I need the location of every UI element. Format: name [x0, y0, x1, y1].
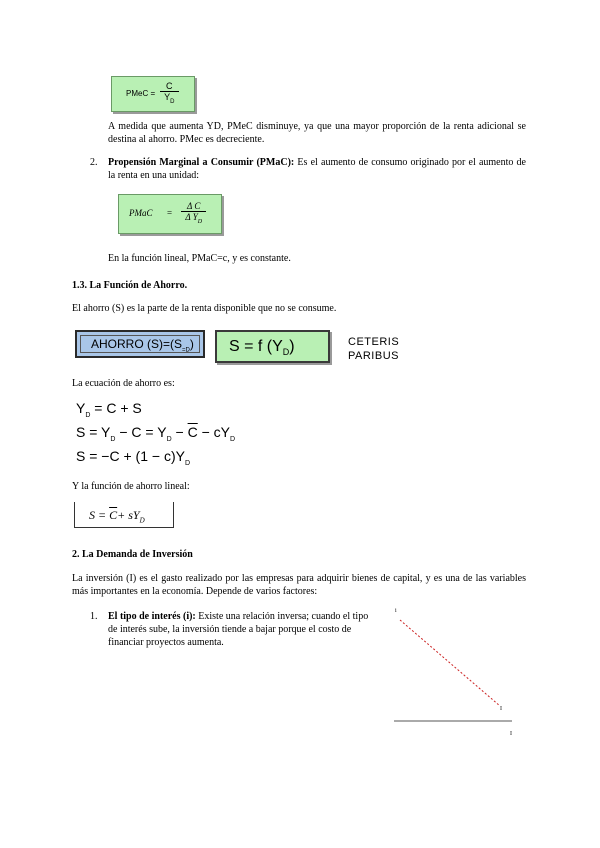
x-axis-label: I [510, 731, 512, 737]
s-linear-lhs: S = [89, 508, 110, 522]
paragraph-pmec: A medida que aumenta YD, PMeC disminuye, ya que una mayor proporción de la renta adicional se destina al ahorro. PMec es decreciente. [108, 121, 526, 145]
eq3-main: S = −C + (1 − c)Y [76, 448, 185, 464]
section-heading-1-3: 1.3. La Función de Ahorro. [72, 280, 188, 291]
eq2-part-a: S = Y [76, 424, 111, 440]
investment-graph [392, 606, 522, 746]
s-function-sub: D [282, 347, 290, 358]
item1-number: 1. [90, 611, 98, 622]
curve-label: I [500, 706, 502, 712]
pmac-fraction [181, 201, 206, 225]
eq2-sub-b: D [166, 435, 172, 443]
paragraph-ahorro-definition: El ahorro (S) es la parte de la renta disponible que no se consume. [72, 303, 337, 314]
eq2-part-c: − [171, 424, 188, 440]
equation-1 [76, 400, 142, 419]
s-linear-text [89, 508, 145, 524]
eq3-sub: D [184, 459, 190, 467]
paragraph-pmac: En la función lineal, PMaC=c, y es constante. [108, 253, 291, 264]
eq1-y: Y [76, 400, 86, 416]
pmac-denominator-sub: D [197, 218, 203, 225]
section-heading-2: 2. La Demanda de Inversión [72, 549, 193, 560]
y-axis-label: i [395, 608, 397, 614]
item2-number: 2. [90, 157, 98, 168]
s-function-main: S = f (Y [229, 338, 283, 355]
pmec-formula-box [111, 76, 195, 112]
item1-description: Existe una relación inversa; cuando el tipo de interés sube, la inversión tiende a bajar porque el costo de financiar proyectos aumenta. [108, 611, 369, 648]
pmac-equals: = [167, 208, 173, 218]
pmac-denominator: Δ Y [185, 212, 198, 222]
eq1-rest: = C + S [90, 400, 142, 416]
s-function-end: ) [289, 338, 295, 355]
ceteris-paribus [348, 335, 399, 363]
item2-term: Propensión Marginal a Consumir (PMaC): [108, 157, 295, 168]
paragraph-ecuacion: La ecuación de ahorro es: [72, 378, 175, 389]
pmec-fraction [160, 81, 179, 105]
ahorro-label [80, 335, 200, 353]
investment-graph-svg [392, 606, 522, 746]
pmec-denominator: Y [164, 92, 171, 102]
s-function-text [229, 338, 295, 357]
eq2-sub-d: D [230, 435, 236, 443]
pmec-numerator: C [160, 81, 179, 92]
item1-text [108, 610, 378, 649]
pmec-formula-lhs: PMeC = [126, 89, 156, 98]
eq1-y-sub: D [85, 411, 91, 419]
ahorro-label-sub: =D [182, 347, 190, 354]
item2-description: Es el aumento de consumo originado por el aumento de la renta en una unidad: [108, 157, 526, 181]
eq2-part-b: − C = Y [115, 424, 167, 440]
s-linear-sub: D [139, 516, 145, 525]
pmac-formula-lhs: PMaC [129, 208, 153, 218]
equation-2 [76, 424, 235, 443]
eq2-part-d: − cY [197, 424, 231, 440]
investment-curve [400, 620, 500, 706]
item1-term: El tipo de interés (i): [108, 611, 196, 622]
pmac-formula-box [118, 194, 222, 234]
ahorro-box [75, 330, 205, 358]
eq2-cbar: $\overline{C}$ [187, 424, 198, 440]
paribus-word: PARIBUS [348, 350, 399, 362]
s-linear-box [74, 502, 174, 528]
pmec-denominator-sub: D [170, 98, 175, 105]
s-linear-rest: + sY [117, 508, 140, 522]
s-linear-cbar: $\overline{C}$ [109, 508, 118, 522]
pmac-numerator: Δ C [181, 201, 206, 212]
paragraph-inversion: La inversión (I) es el gasto realizado por las empresas para adquirir bienes de capital, y es una de las variables más importantes en la economía. Depende de varios factores: [72, 573, 526, 597]
ahorro-label-main: AHORRO (S)=(S [91, 337, 183, 351]
ceteris-word: CETERIS [348, 336, 400, 348]
paragraph-funcion-lineal: Y la función de ahorro lineal: [72, 481, 190, 492]
s-function-box [215, 330, 330, 363]
equation-3 [76, 448, 190, 467]
eq2-sub-a: D [110, 435, 116, 443]
ahorro-label-end: ) [189, 337, 194, 351]
item2-text [108, 156, 526, 182]
